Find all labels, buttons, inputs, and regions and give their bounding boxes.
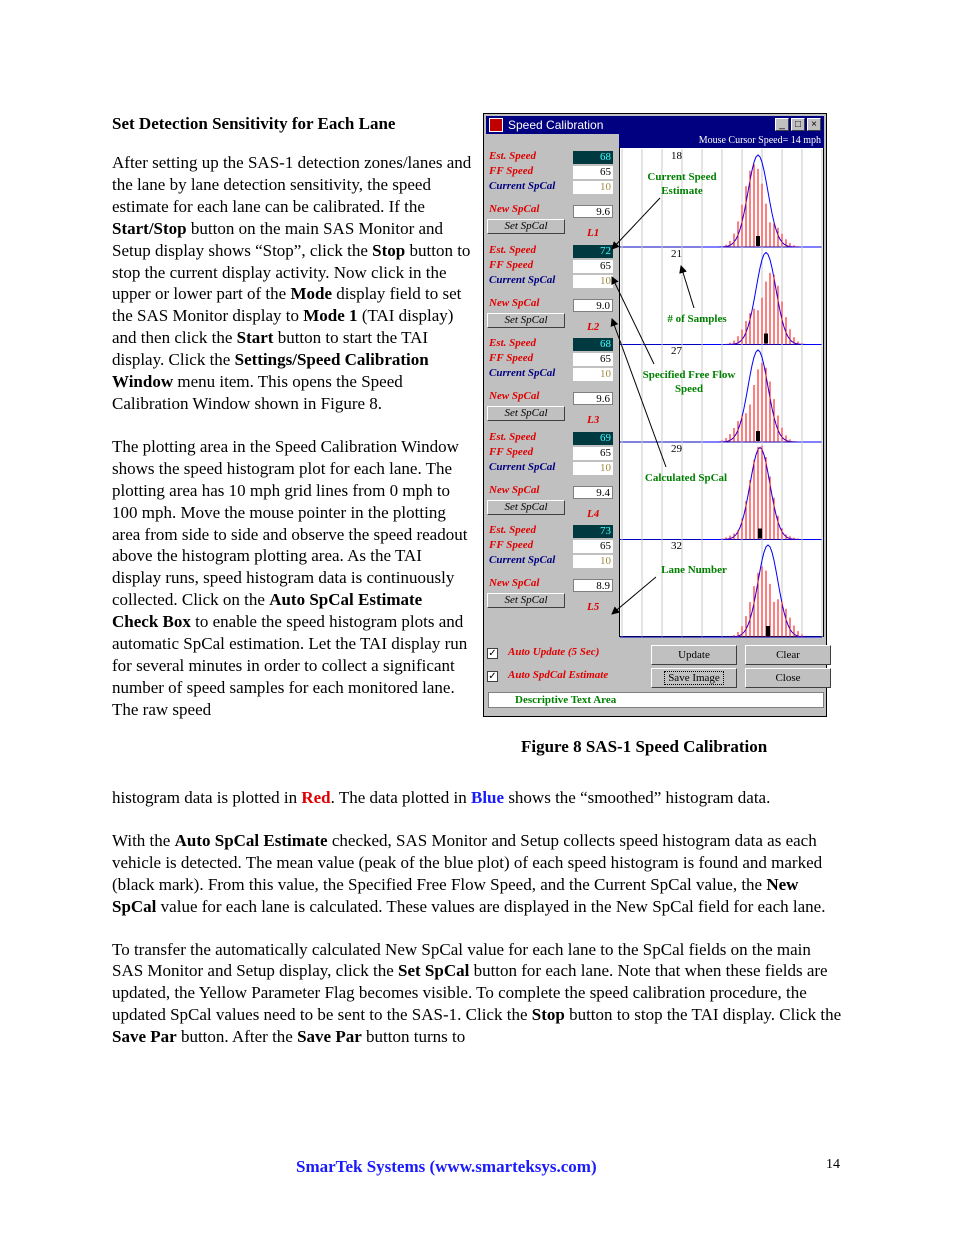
new-spcal-label: New SpCal — [489, 390, 540, 402]
ff-speed-label: FF Speed — [489, 165, 534, 177]
est-speed-label: Est. Speed — [489, 243, 537, 256]
annotation-calculated-spcal: Calculated SpCal — [644, 472, 728, 484]
ff-speed-value: 65 — [573, 353, 613, 366]
maximize-icon[interactable]: □ — [791, 118, 805, 131]
arrow-ff-speed — [612, 277, 654, 364]
ff-speed-label: FF Speed — [489, 445, 534, 458]
lane-number: L4 — [587, 507, 600, 520]
new-spcal-value: 9.0 — [573, 299, 613, 312]
figure-caption: Figure 8 SAS-1 Speed Calibration — [521, 737, 768, 756]
current-spcal-value: 10 — [573, 462, 613, 475]
sample-count: 32 — [671, 540, 682, 552]
sample-count: 29 — [671, 442, 682, 455]
auto-spcal-checkbox[interactable]: ✓ — [488, 671, 497, 682]
full-paragraph-1: histogram data is plotted in Red. The data plotted in Blue shows the “smoothed” histogram data. — [112, 788, 771, 807]
est-speed-label: Est. Speed — [489, 337, 537, 349]
ff-speed-value: 65 — [573, 166, 613, 179]
current-spcal-value: 10 — [573, 555, 613, 568]
annotation-current-speed: Current Speed Estimate — [647, 171, 717, 197]
sample-count: 18 — [671, 150, 682, 162]
section-heading: Set Detection Sensitivity for Each Lane — [112, 114, 396, 133]
ff-speed-label: FF Speed — [489, 352, 534, 364]
ff-speed-value: 65 — [573, 447, 613, 460]
current-spcal-label: Current SpCal — [489, 367, 556, 379]
new-spcal-value: 8.9 — [573, 579, 613, 592]
est-speed-value: 73 — [573, 525, 613, 538]
lane-number: L2 — [587, 320, 600, 333]
new-spcal-value: 9.4 — [573, 486, 613, 499]
annotation-samples: # of Samples — [667, 313, 727, 325]
annotation-lane-number: Lane Number — [661, 564, 727, 576]
col-paragraph-1: After setting up the SAS-1 detection zones/lanes and the lane by lane detection sensitivity, the speed estimate for each lane can be calibrated. If the Start/Stop button on the main SAS Monitor and Setup display shows “Stop”, click the Stop button to stop the current display activity. Now click in the upper or lower part of the Mode display field to set the SAS Monitor display to Mode 1 (TAI display) and then click the Start button to start the TAI display. Click the Settings/Speed Calibration Window menu item. This opens the Speed Calibration Window shown in Figure 8. — [112, 153, 472, 413]
arrow-current-speed — [612, 198, 660, 249]
est-speed-label: Est. Speed — [489, 150, 537, 162]
sample-count: 27 — [671, 345, 682, 357]
current-spcal-label: Current SpCal — [489, 554, 556, 566]
full-paragraph-2: With the Auto SpCal Estimate checked, SAS Monitor and Setup collects speed histogram data as each vehicle is detected. The mean value (peak of the blue plot) of each speed histogram is found and marked (black mark). From this value, the Specified Free Flow Speed, and the Current SpCal value, the New SpCal value for each lane is calculated. These values are displayed in the New SpCal field for each lane. — [112, 830, 826, 916]
new-spcal-label: New SpCal — [489, 296, 540, 309]
set-spcal-button[interactable]: Set SpCal — [487, 593, 565, 608]
new-spcal-label: New SpCal — [489, 577, 540, 589]
ff-speed-value: 65 — [573, 540, 613, 553]
current-spcal-label: Current SpCal — [489, 180, 556, 192]
est-speed-value: 69 — [573, 432, 613, 445]
lane-number: L1 — [587, 227, 600, 239]
close-button[interactable]: Close — [745, 668, 831, 688]
new-spcal-label: New SpCal — [489, 203, 540, 215]
annotation-ff-speed: Specified Free Flow Speed — [642, 369, 736, 395]
update-button[interactable]: Update — [651, 645, 737, 665]
col-paragraph-2: The plotting area in the Speed Calibration Window shows the speed histogram plot for each lane. The plotting area has 10 mph grid lines from 0 mph to 100 mph. Move the mouse pointer in the plotting area from side to side and observe the speed readout above the histogram plotting area. As the TAI display runs, speed histogram data is continuously collected. Click on the Auto SpCal Estimate Check Box to enable the speed histogram plots and automatic SpCal estimation. Let the TAI display run for several minutes in order to collect a significant number of speed samples for each monitored lane. The raw speed — [112, 436, 468, 719]
ff-speed-value: 65 — [573, 260, 613, 273]
ff-speed-label: FF Speed — [489, 539, 534, 551]
new-spcal-value: 9.6 — [573, 392, 613, 405]
set-spcal-button[interactable]: Set SpCal — [487, 406, 565, 421]
est-speed-value: 68 — [573, 151, 613, 164]
set-spcal-button[interactable]: Set SpCal — [487, 500, 565, 515]
auto-spcal-label: Auto SpdCal Estimate — [508, 669, 609, 681]
est-speed-label: Est. Speed — [489, 524, 537, 536]
close-icon[interactable]: × — [807, 118, 821, 131]
set-spcal-button[interactable]: Set SpCal — [487, 313, 565, 328]
descriptive-text-area: Descriptive Text Area — [488, 692, 824, 708]
auto-update-checkbox[interactable]: ✓ — [488, 648, 497, 659]
est-speed-label: Est. Speed — [489, 430, 537, 443]
new-spcal-label: New SpCal — [489, 483, 540, 496]
save-image-button[interactable] — [651, 668, 737, 688]
set-spcal-button[interactable]: Set SpCal — [487, 219, 565, 234]
current-spcal-label: Current SpCal — [489, 460, 556, 473]
full-paragraph-3: To transfer the automatically calculated New SpCal value for each lane to the SpCal fields on the main SAS Monitor and Setup display, click the Set SpCal button for each lane. Note that when these fields are updated, the Yellow Parameter Flag becomes visible. To complete the speed calibration procedure, the updated SpCal values need to be sent to the SAS-1. Click the Stop button to stop the TAI display. Click the Save Par button. After the Save Par button turns to — [112, 939, 842, 1047]
arrow-calculated-spcal — [612, 319, 666, 467]
minimize-icon[interactable]: _ — [775, 118, 789, 131]
sample-count: 21 — [671, 247, 682, 260]
lane-number: L3 — [587, 414, 600, 426]
current-spcal-value: 10 — [573, 181, 613, 194]
arrow-lane-number — [612, 577, 656, 614]
current-spcal-value: 10 — [573, 368, 613, 381]
est-speed-value: 72 — [573, 245, 613, 258]
save-image-label: Save Image — [664, 671, 724, 685]
current-spcal-label: Current SpCal — [489, 273, 556, 286]
est-speed-value: 68 — [573, 338, 613, 351]
clear-button[interactable]: Clear — [745, 645, 831, 665]
auto-update-label: Auto Update (5 Sec) — [508, 646, 600, 658]
new-spcal-value: 9.6 — [573, 205, 613, 218]
footer-company: SmarTek Systems (www.smarteksys.com) — [296, 1157, 597, 1176]
mouse-cursor-speed-readout: Mouse Cursor Speed= 14 mph — [619, 134, 824, 148]
ff-speed-label: FF Speed — [489, 258, 534, 271]
arrow-samples — [681, 266, 694, 308]
page-number: 14 — [826, 1157, 840, 1172]
window-title: Speed Calibration — [508, 118, 604, 132]
current-spcal-value: 10 — [573, 275, 613, 288]
lane-number: L5 — [587, 601, 600, 613]
